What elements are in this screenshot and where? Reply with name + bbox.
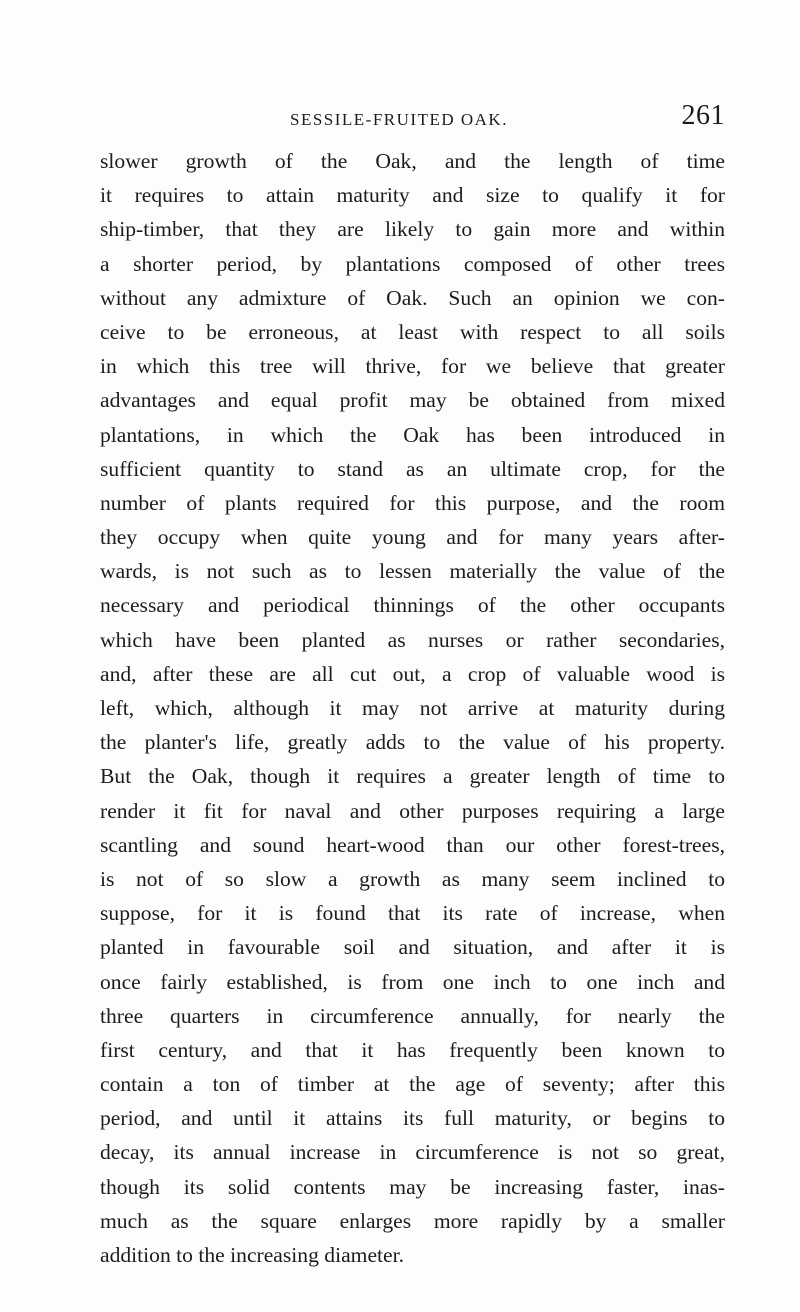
text-line: once fairly established, is from one inch to one inch and [100,969,725,994]
text-line: period, and until it attains its full maturity, or begins to [100,1106,725,1131]
text-line: is not of so slow a growth as many seem inclined to [100,866,725,891]
text-line: first century, and that it has frequently been known to [100,1037,725,1062]
text-line: scantling and sound heart-wood than our other forest-trees, [100,832,725,857]
text-line: render it fit for naval and other purposes requiring a large [100,798,725,823]
running-title: SESSILE-FRUITED OAK. [290,110,508,129]
text-line: ceive to be erroneous, at least with respect to all soils [100,319,725,344]
text-line: sufficient quantity to stand as an ultimate crop, for the [100,456,725,481]
text-line: addition to the increasing diameter. [100,1243,405,1267]
text-line: the planter's life, greatly adds to the value of his property. [100,730,725,755]
text-line: contain a ton of timber at the age of seventy; after this [100,1072,725,1097]
text-line: though its solid contents may be increasing faster, inas- [100,1174,725,1199]
text-line: three quarters in circumference annually, for nearly the [100,1003,725,1028]
text-line: necessary and periodical thinnings of the other occupants [100,593,725,618]
text-line: decay, its annual increase in circumference is not so great, [100,1140,725,1165]
text-line: it requires to attain maturity and size to qualify it for [100,183,725,208]
text-line: advantages and equal profit may be obtained from mixed [100,388,725,413]
text-line: which have been planted as nurses or rather secondaries, [100,627,725,652]
text-line: a shorter period, by plantations composed of other trees [100,251,725,276]
text-line: slower growth of the Oak, and the length of time [100,149,725,173]
text-line: and, after these are all cut out, a crop of valuable wood is [100,661,725,686]
text-line: suppose, for it is found that its rate of increase, when [100,901,725,926]
text-line: left, which, although it may not arrive at maturity during [100,696,725,720]
text-line: planted in favourable soil and situation, and after it is [100,935,725,960]
body-text [100,144,725,1272]
text-line: wards, is not such as to lessen materially the value of the [100,559,725,584]
text-line: plantations, in which the Oak has been introduced in [100,422,725,447]
page-number: 261 [681,100,725,131]
running-head [100,98,725,138]
text-line: they occupy when quite young and for many years after- [100,525,725,550]
text-line: But the Oak, though it requires a greater length of time to [100,764,725,789]
text-line: in which this tree will thrive, for we believe that greater [100,354,725,379]
text-line: much as the square enlarges more rapidly by a smaller [100,1208,725,1233]
text-line: without any admixture of Oak. Such an opinion we con- [100,285,725,310]
text-line: number of plants required for this purpose, and the room [100,490,725,515]
text-line: ship-timber, that they are likely to gain more and within [100,217,725,242]
